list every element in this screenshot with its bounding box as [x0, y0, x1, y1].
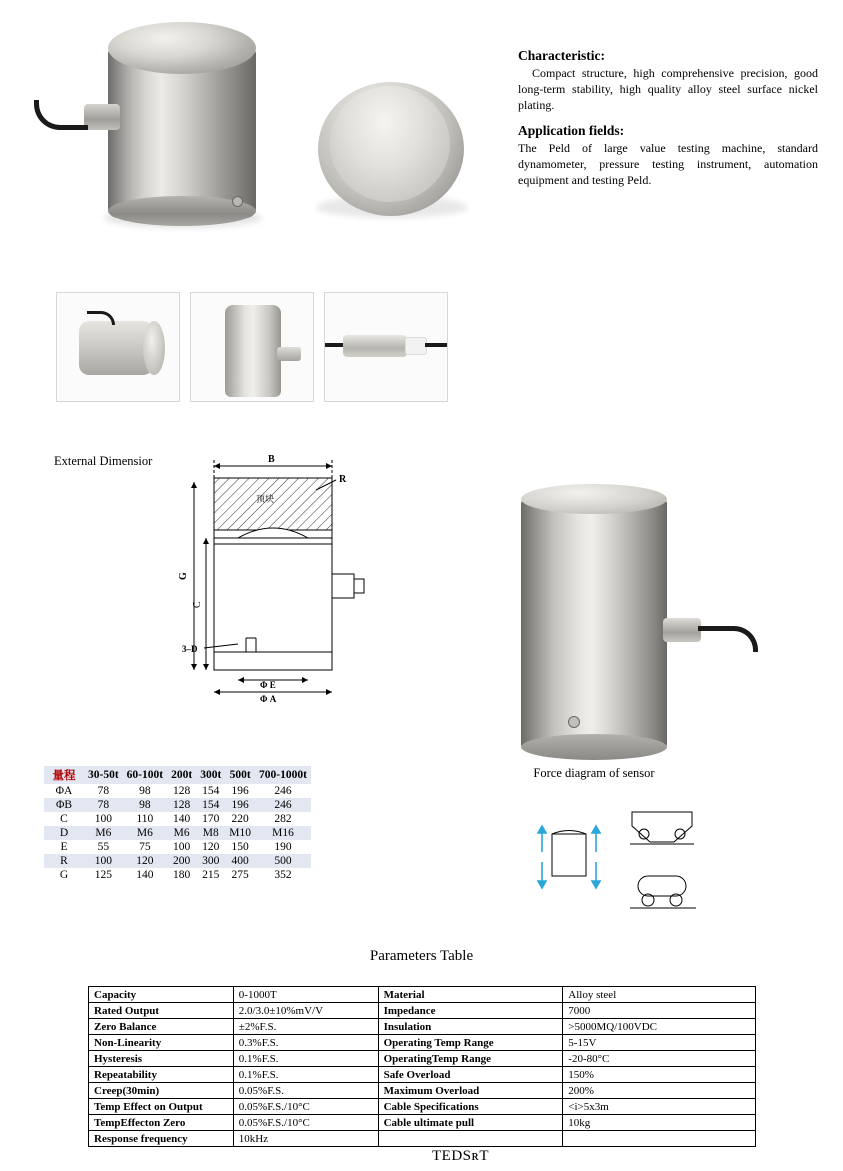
spec-cell: 170: [202, 813, 220, 825]
thumb1-body: [79, 321, 153, 375]
param-value: -20-80°C: [563, 1051, 756, 1067]
product-photo-group: [0, 0, 510, 255]
spec-cell: 128: [173, 799, 191, 811]
spec-row-label: D: [59, 827, 69, 839]
param-label: Capacity: [89, 987, 234, 1003]
spec-cell: 246: [274, 799, 292, 811]
spec-row-label: ΦB: [55, 799, 73, 811]
param-value: 10kHz: [233, 1131, 378, 1147]
left-sensor-connector: [84, 104, 120, 130]
param-value: 0.3%F.S.: [233, 1035, 378, 1051]
spec-cell: 400: [231, 855, 249, 867]
spec-cell: M16: [272, 827, 294, 839]
spec-cell: 55: [97, 841, 110, 853]
spec-cell: 352: [274, 869, 292, 881]
param-label: Hysteresis: [89, 1051, 234, 1067]
spec-cell: M8: [202, 827, 219, 839]
spec-cell: 200: [173, 855, 191, 867]
param-label: OperatingTemp Range: [378, 1051, 563, 1067]
spec-row-label: ΦA: [55, 785, 73, 797]
table-row: [44, 854, 311, 868]
dim-label-3D: 3–D: [182, 644, 198, 654]
dim-label-phiA: Φ A: [260, 694, 277, 704]
spec-cell: 78: [97, 785, 110, 797]
param-label: Operating Temp Range: [378, 1035, 563, 1051]
dimension-spec-table: [44, 766, 311, 882]
thumbnail-2: [190, 292, 314, 402]
spec-cell: 140: [173, 813, 191, 825]
param-value: 5-15V: [563, 1035, 756, 1051]
table-row: [89, 1131, 756, 1147]
spec-row-label: E: [60, 841, 68, 853]
force-diagram: [520, 800, 710, 920]
param-label: Zero Balance: [89, 1019, 234, 1035]
characteristic-title: Characteristic:: [518, 48, 605, 63]
spec-cell: M6: [136, 827, 153, 839]
table-row: [44, 868, 311, 882]
spec-cell: 196: [231, 799, 249, 811]
spec-cell: 120: [202, 841, 220, 853]
param-value: 150%: [563, 1067, 756, 1083]
spec-cell: M6: [95, 827, 112, 839]
thumbnail-3: [324, 292, 448, 402]
right-sensor-body: [521, 498, 667, 750]
thumb3-connector: [343, 335, 407, 357]
table-row: [44, 840, 311, 854]
param-value: 200%: [563, 1083, 756, 1099]
param-label: Rated Output: [89, 1003, 234, 1019]
table-row: [89, 987, 756, 1003]
spec-cell: 78: [97, 799, 110, 811]
param-label: Response frequency: [89, 1131, 234, 1147]
spec-row-label: R: [60, 855, 68, 867]
dim-label-G: G: [178, 572, 189, 580]
param-label: Impedance: [378, 1003, 563, 1019]
table-row: [44, 784, 311, 798]
param-value: 0.1%F.S.: [233, 1051, 378, 1067]
spec-cell: 190: [274, 841, 292, 853]
param-label: TempEffecton Zero: [89, 1115, 234, 1131]
spec-header-0: 量程: [52, 770, 76, 782]
teds-footer-note: TEDSʀT: [432, 1148, 489, 1164]
right-sensor-base: [521, 734, 667, 760]
table-row: [44, 812, 311, 826]
spec-header-3: 200t: [171, 769, 193, 781]
right-sensor-connector: [663, 618, 701, 642]
spec-header-2: 60-100t: [126, 769, 164, 781]
right-sensor-screw-icon: [568, 716, 580, 728]
table-row: [89, 1099, 756, 1115]
dim-label-top-block: 顶块: [256, 494, 275, 504]
table-row: [89, 1083, 756, 1099]
param-value: 0.05%F.S./10°C: [233, 1099, 378, 1115]
spec-cell: M10: [229, 827, 252, 839]
param-value: 2.0/3.0±10%mV/V: [233, 1003, 378, 1019]
param-value: ±2%F.S.: [233, 1019, 378, 1035]
param-label: [378, 1131, 563, 1147]
spec-header-1: 30-50t: [88, 769, 119, 781]
spec-cell: 140: [136, 869, 154, 881]
spec-cell: 275: [231, 869, 249, 881]
table-row: [44, 826, 311, 840]
thumb3-cable-right: [425, 343, 448, 347]
table-row: [44, 798, 311, 812]
spec-cell: 75: [139, 841, 151, 853]
param-value: 0.05%F.S./10°C: [233, 1115, 378, 1131]
param-value: <i>5x3m: [563, 1099, 756, 1115]
spec-cell: 154: [202, 785, 220, 797]
param-value: 10kg: [563, 1115, 756, 1131]
param-label: Cable ultimate pull: [378, 1115, 563, 1131]
table-row: [89, 1019, 756, 1035]
param-label: Temp Effect on Output: [89, 1099, 234, 1115]
right-sensor-cable: [698, 626, 758, 652]
spec-cell: 100: [173, 841, 191, 853]
param-value: >5000MQ/100VDC: [563, 1019, 756, 1035]
technical-drawing: [176, 452, 396, 712]
table-header-row: [44, 766, 311, 784]
spec-cell: 150: [231, 841, 249, 853]
thumbnail-strip: [56, 292, 448, 402]
left-sensor-cable: [34, 100, 88, 130]
spec-cell: 196: [231, 785, 249, 797]
spec-cell: 100: [94, 855, 112, 867]
table-row: [89, 1115, 756, 1131]
force-diagram-caption: Force diagram of sensor: [533, 766, 655, 780]
thumb3-white-cap: [405, 337, 427, 355]
right-sensor-top: [521, 484, 667, 514]
param-label: Repeatability: [89, 1067, 234, 1083]
param-label: Non-Linearity: [89, 1035, 234, 1051]
table-row: [89, 1067, 756, 1083]
param-value: 0.05%F.S.: [233, 1083, 378, 1099]
thumb3-cable-left: [325, 343, 345, 347]
spec-cell: 500: [274, 855, 292, 867]
param-label: Maximum Overload: [378, 1083, 563, 1099]
left-sensor-top-cap: [108, 22, 256, 74]
right-sensor-face: [330, 86, 450, 202]
thumb1-cable: [87, 311, 115, 325]
spec-cell: 100: [94, 813, 112, 825]
spec-cell: 128: [173, 785, 191, 797]
spec-cell: 180: [173, 869, 191, 881]
spec-cell: 120: [136, 855, 154, 867]
param-value: [563, 1131, 756, 1147]
parameters-table: [88, 986, 756, 1147]
spec-cell: 125: [94, 869, 112, 881]
table-row: [89, 1003, 756, 1019]
spec-row-label: G: [59, 869, 69, 881]
table-row: [89, 1051, 756, 1067]
spec-cell: 246: [274, 785, 292, 797]
thumbnail-1: [56, 292, 180, 402]
param-label: Safe Overload: [378, 1067, 563, 1083]
spec-header-6: 700-1000t: [259, 769, 307, 781]
thumb1-cap: [143, 321, 165, 375]
external-dimension-label: External Dimensior: [54, 454, 153, 468]
dim-label-phiE: Φ E: [260, 680, 276, 690]
spec-row-label: C: [60, 813, 68, 825]
param-label: Creep(30min): [89, 1083, 234, 1099]
param-value: 0-1000T: [233, 987, 378, 1003]
characteristic-body: Compact structure, high comprehensive precision, good long-term stability, high quality alloy steel surface nickel plating.: [518, 66, 818, 112]
spec-header-5: 500t: [229, 769, 251, 781]
spec-cell: 154: [202, 799, 220, 811]
thumb2-body: [225, 305, 281, 397]
param-label: Insulation: [378, 1019, 563, 1035]
param-value: 7000: [563, 1003, 756, 1019]
param-value: 0.1%F.S.: [233, 1067, 378, 1083]
dim-label-B: B: [268, 454, 275, 465]
spec-cell: 98: [139, 799, 151, 811]
param-label: Cable Specifications: [378, 1099, 563, 1115]
application-title: Application fields:: [518, 123, 625, 139]
spec-cell: 215: [202, 869, 220, 881]
spec-header-4: 300t: [200, 769, 222, 781]
param-label: Material: [378, 987, 563, 1003]
left-sensor-screw-icon: [232, 196, 243, 207]
table-row: [89, 1035, 756, 1051]
application-body: The Peld of large value testing machine, standard dynamometer, pressure testing instrument, automation equipment and testing Peld.: [518, 141, 818, 188]
spec-cell: M6: [173, 827, 190, 839]
spec-cell: 300: [202, 855, 220, 867]
parameters-table-title: Parameters Table: [369, 948, 474, 964]
description-block: [518, 48, 818, 199]
param-value: Alloy steel: [563, 987, 756, 1003]
spec-cell: 110: [136, 813, 154, 825]
dim-label-R: R: [339, 474, 347, 485]
dim-label-C: C: [192, 601, 203, 608]
thumb2-connector: [277, 347, 301, 361]
spec-cell: 98: [139, 785, 151, 797]
spec-cell: 220: [231, 813, 249, 825]
spec-cell: 282: [274, 813, 292, 825]
